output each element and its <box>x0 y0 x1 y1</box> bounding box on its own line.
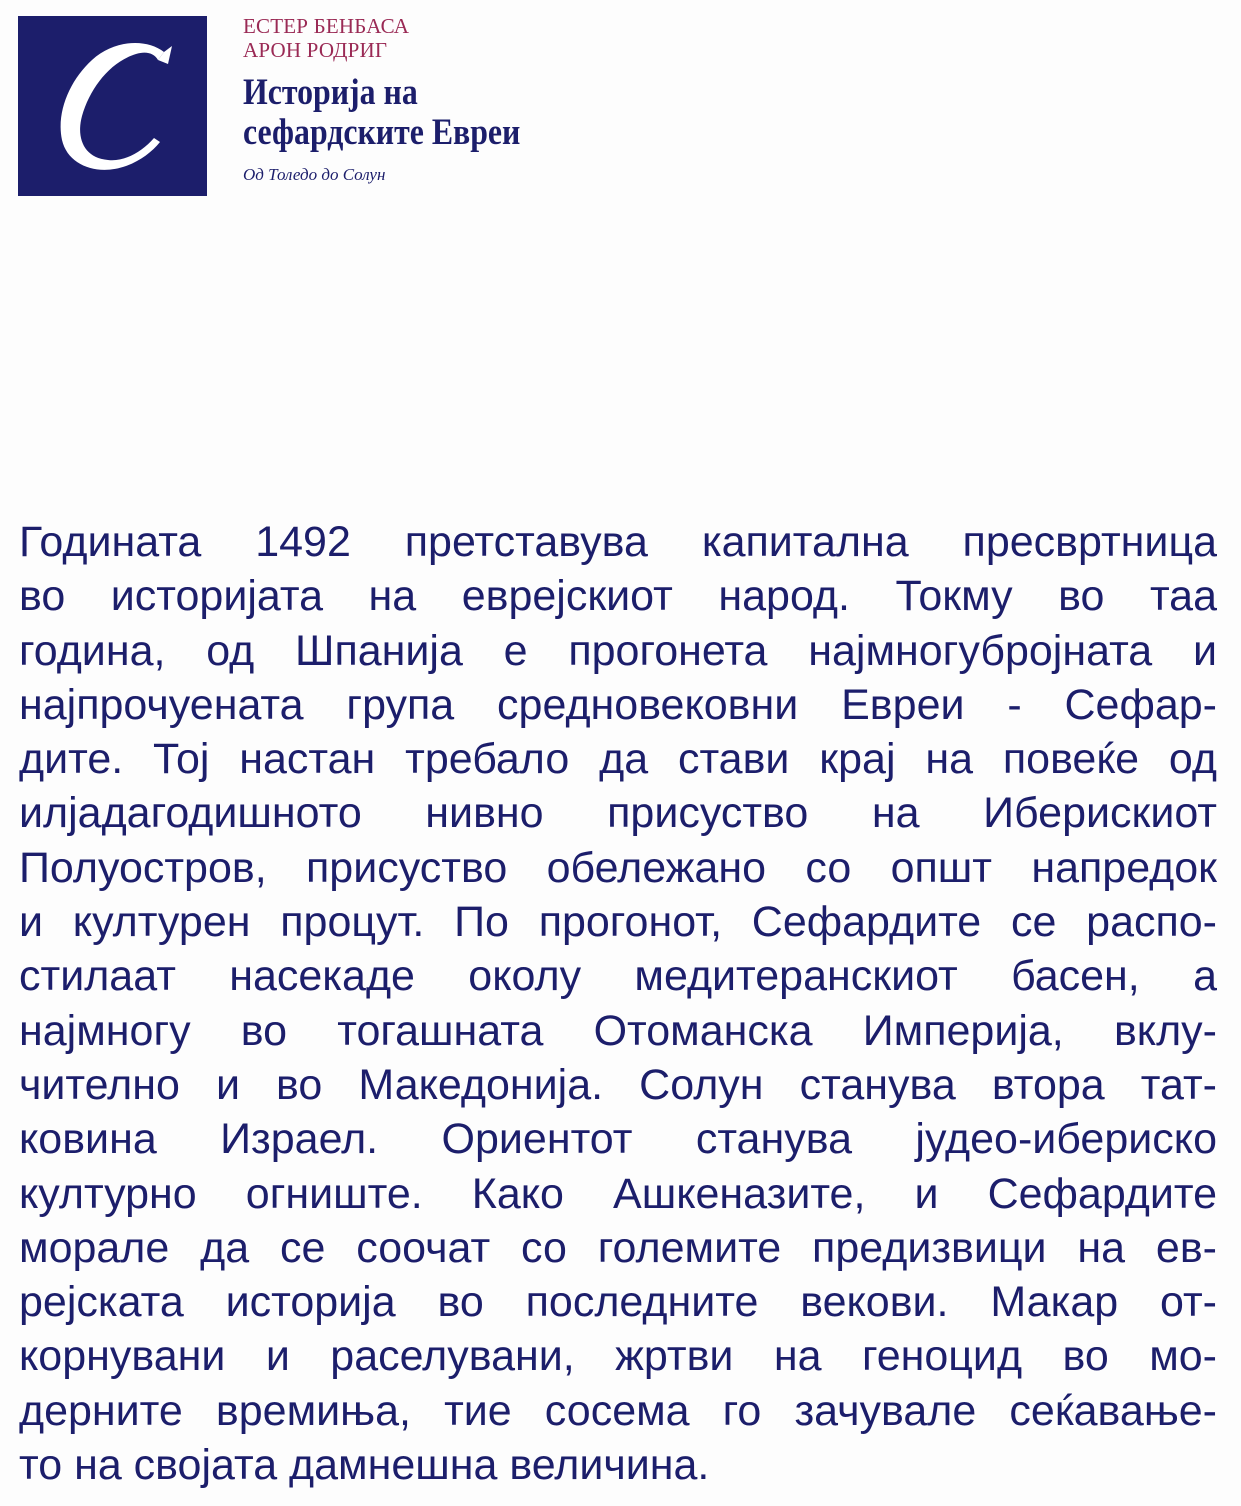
paragraph-line: илјадагодишното нивно присуство на Иберискиот <box>19 789 1217 838</box>
paragraph-line: година, од Шпанија е прогонета најмногубројната и <box>19 626 1217 675</box>
paragraph-line: корнувани и раселувани, жртви на геноцид во мо- <box>19 1332 1217 1381</box>
paragraph-line: Годината 1492 претставува капитална пресвртница <box>19 518 1217 566</box>
book-title-line: сефардските Евреи <box>243 112 521 153</box>
author-name: АРОН РОДРИГ <box>243 38 388 62</box>
paragraph-line: дерните времиња, тие сосема го зачувале сеќавање- <box>19 1386 1217 1435</box>
paragraph-line: морале да се соочат со големите предизвици на ев- <box>19 1223 1217 1272</box>
script-c-icon <box>18 16 207 196</box>
paragraph-line: ковина Израел. Ориентот станува јудео-ибериско <box>19 1115 1217 1164</box>
paragraph-line: културно огниште. Како Ашкеназите, и Сефардите <box>19 1169 1217 1218</box>
paragraph-line: најпрочуената група средновековни Евреи - Сефар- <box>19 680 1217 729</box>
book-title-line: Историја на <box>243 72 418 113</box>
paragraph-line: и културен процут. По прогонот, Сефардите се распо- <box>19 898 1217 947</box>
book-title <box>243 73 587 153</box>
paragraph-line: најмногу во тогашната Отоманска Империја, вклу- <box>19 1006 1217 1055</box>
author-name: ЕСТЕР БЕНБАСА <box>243 14 410 38</box>
book-subtitle: Од Толедо до Солун <box>243 165 386 184</box>
paragraph-line: во историјата на еврејскиот народ. Токму во таа <box>19 572 1217 621</box>
publisher-logo <box>18 16 207 196</box>
description-paragraph <box>19 515 1217 1492</box>
paragraph-line: Полуостров, присуство обележано со општ напредок <box>19 843 1217 892</box>
paragraph-line: стилаат насекаде околу медитеранскиот басен, а <box>19 952 1217 1001</box>
paragraph-line: то на својата дамнешна величина. <box>19 1441 710 1490</box>
book-header <box>243 14 643 185</box>
paragraph-line: рејската историја во последните векови. Макар от- <box>19 1278 1217 1327</box>
paragraph-line: дите. Тој настан требало да стави крај на повеќе од <box>19 735 1217 784</box>
paragraph-line: чително и во Македонија. Солун станува втора тат- <box>19 1060 1217 1109</box>
